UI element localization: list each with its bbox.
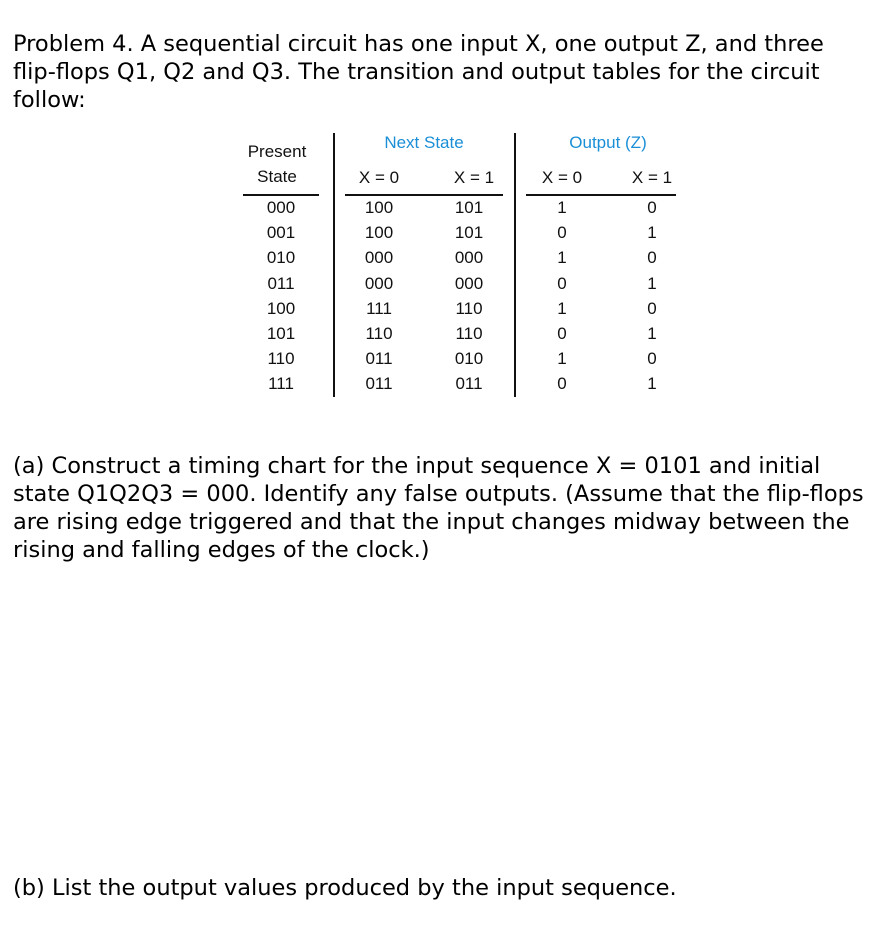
present-state-header-line2: State xyxy=(257,167,297,186)
output-x0-cell: 1 xyxy=(557,198,567,217)
next-state-x0-cell: 110 xyxy=(365,324,393,343)
header-underline-output xyxy=(526,194,676,196)
next-state-x1-cell: 010 xyxy=(454,349,484,369)
present-state-cell: 111 xyxy=(268,374,294,394)
output-x0-header: X = 0 xyxy=(541,168,583,187)
header-underline-next xyxy=(345,194,503,196)
next-state-x0-cell: 000 xyxy=(364,273,394,293)
output-z-header: Output (Z) xyxy=(569,133,647,152)
next-state-x0-cell: 111 xyxy=(366,298,392,318)
output-x1-cell: 1 xyxy=(647,324,657,343)
next-state-x1-cell: 011 xyxy=(455,374,483,394)
present-state-cell: 110 xyxy=(267,349,295,369)
output-x1-cell: 1 xyxy=(647,223,657,243)
next-state-x1-cell: 000 xyxy=(454,248,484,268)
divider-next-output xyxy=(514,133,516,397)
divider-present-next xyxy=(333,133,335,397)
present-state-cell: 101 xyxy=(266,324,296,343)
output-x0-cell: 1 xyxy=(557,298,567,318)
next-state-x1-cell: 110 xyxy=(455,324,483,343)
next-state-x0-cell: 000 xyxy=(364,248,394,268)
output-x1-cell: 0 xyxy=(647,298,657,318)
next-state-x1-cell: 101 xyxy=(454,198,484,217)
output-x0-cell: 0 xyxy=(557,374,567,394)
output-x0-cell: 1 xyxy=(557,248,567,268)
next-state-x1-cell: 101 xyxy=(454,223,484,243)
next-state-x0-cell: 011 xyxy=(365,349,393,369)
output-x0-cell: 0 xyxy=(557,324,567,343)
part-b-question: (b) List the output values produced by the input sequence. xyxy=(13,875,677,901)
present-state-cell: 010 xyxy=(266,248,296,268)
output-x0-cell: 0 xyxy=(557,223,567,243)
output-x1-cell: 1 xyxy=(647,273,657,293)
output-x1-header: X = 1 xyxy=(631,168,673,187)
header-underline-present xyxy=(243,194,319,196)
next-state-x0-cell: 100 xyxy=(364,223,394,243)
output-x0-cell: 1 xyxy=(557,349,567,369)
next-state-x1-cell: 000 xyxy=(454,273,484,293)
next-state-x0-header: X = 0 xyxy=(358,168,400,187)
next-state-header: Next State xyxy=(384,133,464,152)
next-state-x0-cell: 100 xyxy=(364,198,394,217)
next-state-x1-cell: 110 xyxy=(455,298,483,318)
output-x1-cell: 0 xyxy=(647,349,657,369)
part-a-question: (a) Construct a timing chart for the input sequence X = 0101 and initial state Q1Q2Q3 = 000. Identify any false outputs. (Assume that the flip-flops are rising edge triggered and that the input changes midway between the rising and falling edges of the clock.) xyxy=(13,453,864,563)
output-x1-cell: 0 xyxy=(647,198,657,217)
output-x1-cell: 0 xyxy=(647,248,657,268)
present-state-cell: 000 xyxy=(266,198,296,217)
present-state-cell: 100 xyxy=(266,298,296,318)
present-state-header-line1: Present xyxy=(247,142,307,161)
present-state-cell: 001 xyxy=(266,223,296,243)
present-state-cell: 011 xyxy=(267,273,295,293)
output-x0-cell: 0 xyxy=(557,273,567,293)
next-state-x1-header: X = 1 xyxy=(453,168,495,187)
output-x1-cell: 1 xyxy=(647,374,657,394)
next-state-x0-cell: 011 xyxy=(365,374,393,394)
problem-statement: Problem 4. A sequential circuit has one input X, one output Z, and three flip-flops Q1, Q2 and Q3. The transition and output tables for the circuit follow: xyxy=(13,31,824,113)
